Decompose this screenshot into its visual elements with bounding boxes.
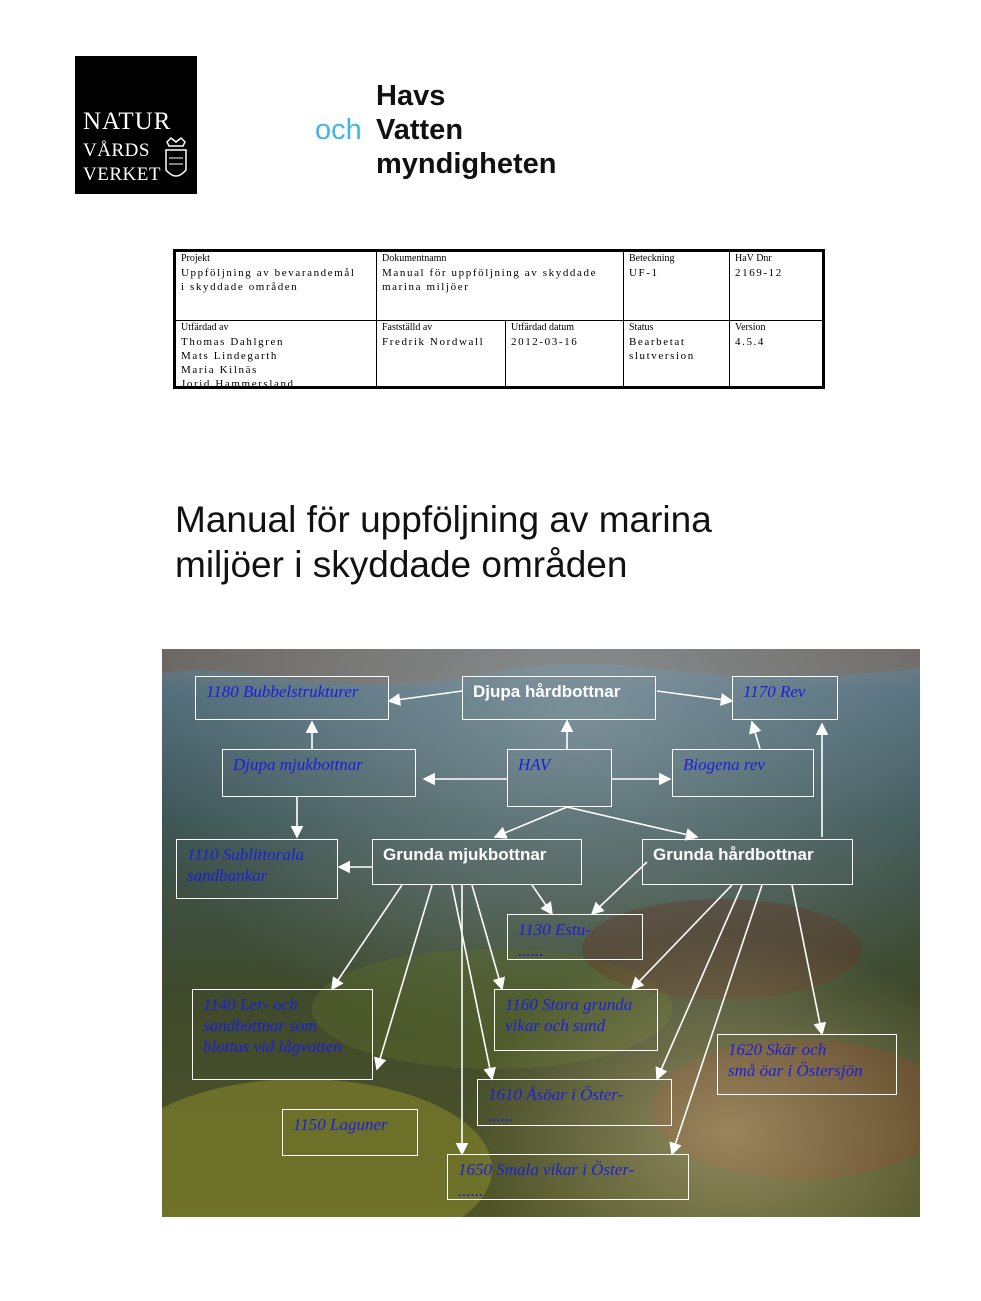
- logo-word: Vatten: [376, 114, 464, 146]
- document-info-table: [173, 249, 825, 389]
- node-label: 1650 Smala vikar i Öster- ......: [458, 1160, 635, 1200]
- cell-label: Status: [629, 322, 654, 333]
- node-grunda-hardbottnar: [642, 839, 853, 885]
- cell-dokumentnamn: [376, 251, 624, 321]
- cell-label: Dokumentnamn: [382, 253, 447, 264]
- node-label: 1620 Skär och små öar i Östersjön: [728, 1040, 863, 1080]
- node-label: HAV: [518, 755, 551, 774]
- logo-text-line: VÅRDS: [83, 140, 150, 161]
- node-1170-rev: [732, 676, 838, 720]
- cell-beteckning: [623, 251, 730, 321]
- logo-text-line: NATUR: [83, 108, 172, 135]
- node-1140-ler-och-sandbottnar: [192, 989, 373, 1080]
- node-hav: [507, 749, 612, 807]
- cell-label: Utfärdad av: [181, 322, 229, 333]
- cell-value: Thomas Dahlgren Mats Lindegarth Maria Kilnäs Jorid Hammersland: [181, 336, 295, 390]
- node-label: Biogena rev: [683, 755, 765, 774]
- node-1180-bubbelstrukturer: [195, 676, 389, 720]
- logo-word: myndigheten: [376, 148, 557, 180]
- node-1150-laguner: [282, 1109, 418, 1156]
- cell-label: Fastställd av: [382, 322, 433, 333]
- cell-value: Uppföljning av bevarandemål i skyddade områden: [181, 267, 356, 293]
- logo-word: Havs: [376, 80, 446, 112]
- cell-hav-dnr: [729, 251, 823, 321]
- node-label: 1160 Stora grunda vikar och sund: [505, 995, 633, 1035]
- cell-label: Beteckning: [629, 253, 675, 264]
- document-title: Manual för uppföljning av marina miljöer i skyddade områden: [175, 499, 712, 585]
- node-1110-sublittorala-sandbankar: [176, 839, 338, 899]
- cell-utfardad-datum: [505, 320, 624, 387]
- cell-value: Manual för uppföljning av skyddade marina miljöer: [382, 267, 598, 293]
- node-grunda-mjukbottnar: [372, 839, 582, 885]
- node-label: Djupa mjukbottnar: [233, 755, 363, 774]
- cell-version: [729, 320, 823, 387]
- cell-value: Fredrik Nordwall: [382, 336, 485, 348]
- node-label: Djupa hårdbottnar: [473, 682, 621, 701]
- node-label: Grunda mjukbottnar: [383, 845, 547, 864]
- node-1610-asoar: [477, 1079, 672, 1126]
- node-label: 1170 Rev: [743, 682, 806, 701]
- node-1650-smala-vikar: [447, 1154, 689, 1200]
- cell-label: Projekt: [181, 253, 210, 264]
- node-label: 1180 Bubbelstrukturer: [206, 682, 359, 701]
- node-label: Grunda hårdbottnar: [653, 845, 814, 864]
- node-1130-estuarier: [507, 914, 643, 960]
- cell-value: 2012-03-16: [511, 336, 579, 348]
- node-1620-skar-och-sma-oar: [717, 1034, 897, 1095]
- node-label: 1150 Laguner: [293, 1115, 388, 1134]
- cell-faststalld-av: [376, 320, 506, 387]
- cell-value: Bearbetat slutversion: [629, 336, 695, 362]
- naturvardsverket-logo: [75, 56, 197, 194]
- cell-label: Version: [735, 322, 766, 333]
- node-label: 1110 Sublittorala sandbankar: [187, 845, 304, 885]
- logo-text-line: VERKET: [83, 164, 161, 185]
- node-djupa-hardbottnar: [462, 676, 656, 720]
- cell-value: 2169-12: [735, 267, 783, 279]
- habitat-diagram-photo: [162, 649, 920, 1217]
- cell-utfardad-av: [175, 320, 377, 390]
- cell-label: HaV Dnr: [735, 253, 772, 264]
- node-biogena-rev: [672, 749, 814, 797]
- logo-word: och: [315, 114, 362, 146]
- crest-icon: [161, 136, 191, 186]
- node-djupa-mjukbottnar: [222, 749, 416, 797]
- node-label: 1130 Estu- ......: [518, 920, 591, 960]
- node-label: 1140 Ler- och sandbottnar som blottas vid lågvatten: [203, 995, 342, 1056]
- cell-value: UF-1: [629, 267, 659, 279]
- cell-label: Utfärdad datum: [511, 322, 575, 333]
- cell-projekt: [175, 251, 377, 321]
- cell-status: [623, 320, 730, 387]
- cell-value: 4.5.4: [735, 336, 765, 348]
- node-1160-stora-grunda-vikar: [494, 989, 658, 1051]
- node-label: 1610 Åsöar i Öster- ......: [488, 1085, 624, 1125]
